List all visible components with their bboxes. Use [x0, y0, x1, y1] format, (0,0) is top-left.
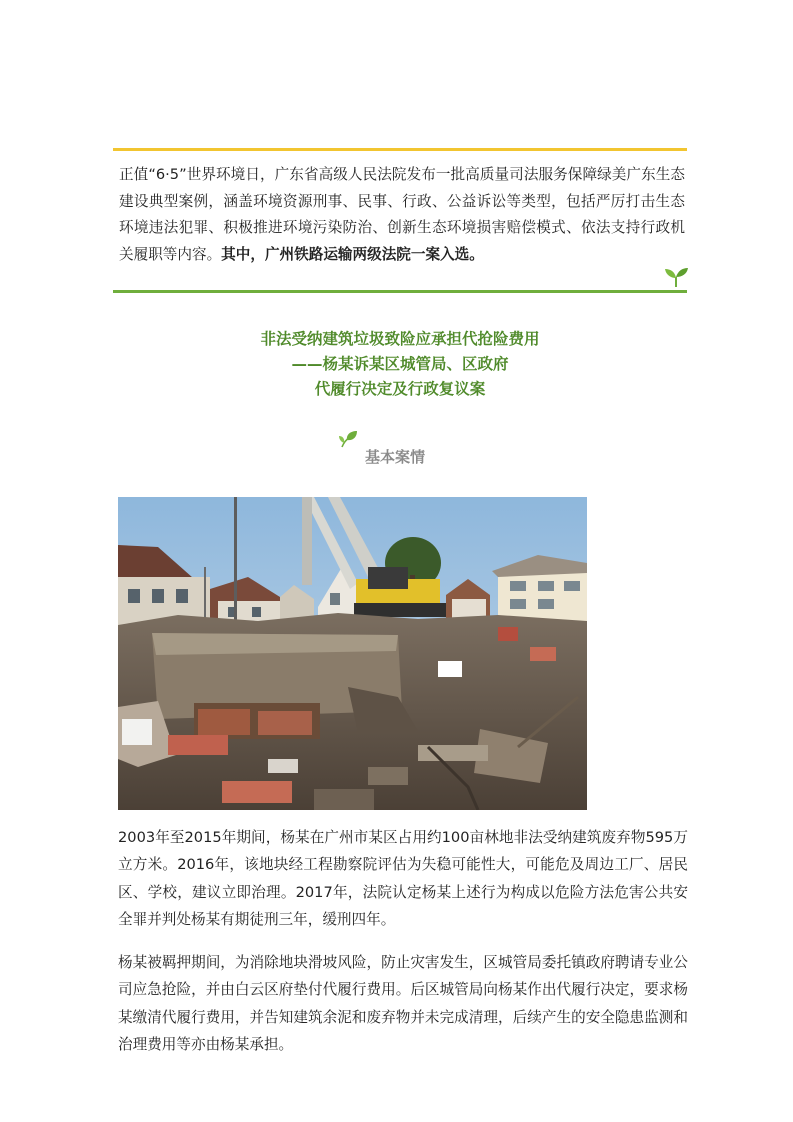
case-title-line3: 代履行决定及行政复议案 — [314, 380, 486, 398]
paragraph-2: 杨某被羁押期间，为消除地块滑坡风险，防止灾害发生，区城管局委托镇政府聘请专业公司应急抢险，并由白云区府垫付代履行费用。后区城管局向杨某作出代履行决定，要求杨某缴清代履行费用，并告知建筑余泥和废弃物并未完成清理，后续产生的安全隐患监测和治理费用等亦由杨某承担。 — [118, 954, 688, 1053]
case-title-line2: ——杨某诉某区城管局、区政府 — [291, 355, 509, 373]
intro-body: 正值“6·5”世界环境日，广东省高级人民法院发布一批高质量司法服务保障绿美广东生态建设典型案例，涵盖环境资源刑事、民事、行政、公益诉讼等类型，包括严厉打击生态环境违法犯罪、积极推进环境污染防治、创新生态环境损害赔偿模式、依法支持行政机关履职等内容。 — [119, 166, 685, 263]
section-label: 基本案情 — [365, 448, 426, 466]
sprout-icon — [663, 266, 689, 288]
demolition-photo — [118, 497, 587, 810]
intro-box — [113, 148, 687, 293]
intro-highlight: 其中，广州铁路运输两级法院一案入选。 — [221, 245, 484, 263]
case-title — [113, 327, 687, 402]
intro-text — [119, 162, 685, 268]
paragraph-1: 2003年至2015年期间，杨某在广州市某区占用约100亩林地非法受纳建筑废弃物595万立方米。2016年，该地块经工程勘察院评估为失稳可能性大，可能危及周边工厂、居民区、学校，建议立即治理。2017年，法院认定杨某上述行为构成以危险方法危害公共安全罪并判处杨某有期徒刑三年，缓刑四年。 — [118, 829, 688, 928]
leaf-icon — [338, 430, 358, 448]
case-title-line1: 非法受纳建筑垃圾致险应承担代抢险费用 — [260, 330, 540, 348]
section-heading — [0, 430, 793, 464]
